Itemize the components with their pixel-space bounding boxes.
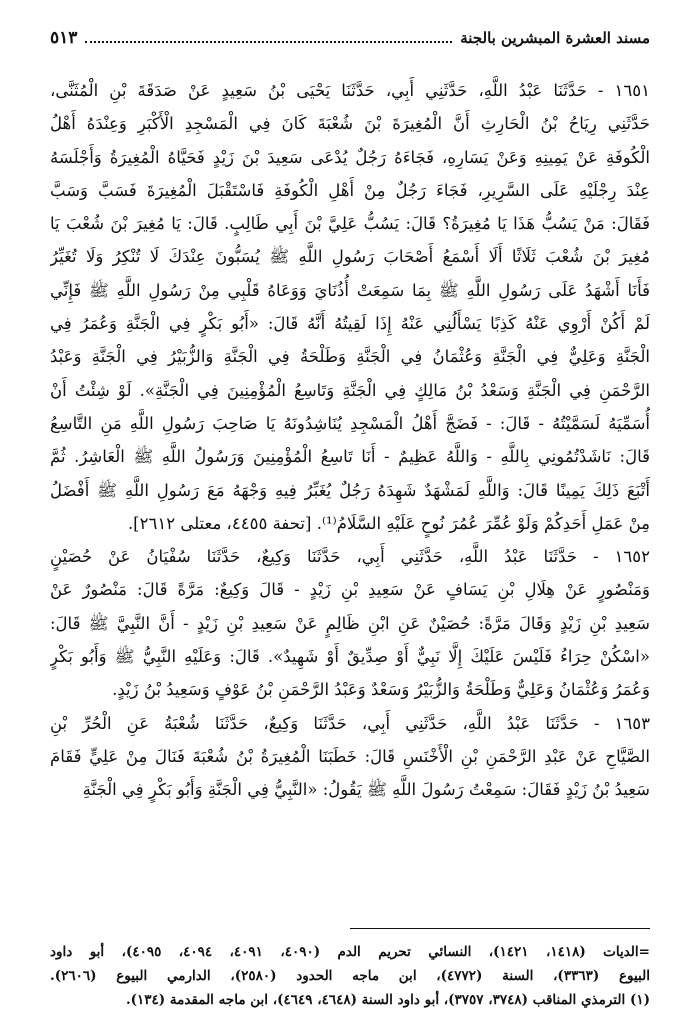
hadith-text-line: وَمَنْصُورٍ عَنْ هِلَالِ بْنِ يَسَافٍ عَنْ سَعِيدِ بْنِ زَيْدٍ - قَالَ وَكِيعٌ: مَرَّةً قَالَ: مَنْصُورٌ عَنْ: [50, 580, 650, 600]
hadith-text-line: ١٦٥١ - حَدَّثَنَا عَبْدُ اللَّهِ، حَدَّثَنِي أَبِي، حَدَّثَنَا يَحْيَى بْنُ سَعِيدٍ عَنْ صَدَقَةَ بْنِ الْمُثَنَّى،: [50, 81, 650, 100]
hadith-block: [50, 540, 650, 706]
hadith-text-body: [50, 74, 650, 807]
hadith-text-line: سَعِيدُ بْنُ زَيْدٍ فَقَالَ: سَمِعْتُ رَسُولَ اللَّهِ ﷺ يَقُولُ: «النَّبِيُّ فِي الْجَنَّةِ وَأَبُو بَكْرٍ فِي الْجَنَّةِ: [82, 780, 650, 800]
hadith-text-line: ١٦٥٣ - حَدَّثَنَا عَبْدُ اللَّهِ، حَدَّثَنِي أَبِي، حَدَّثَنَا وَكِيعٌ، حَدَّثَنَا شُعْبَةُ عَنِ الْحُرِّ بْنِ: [50, 713, 650, 733]
hadith-text-line: عِنْدَ رِجْلَيْهِ عَلَى السَّرِيرِ، فَجَاءَ رَجُلٌ مِنْ أَهْلِ الْكُوفَةِ فَاسْتَقْبَلَ الْمُغِيرَةَ فَسَبَّ وَسَبَّ: [50, 180, 650, 200]
footnote-separator: [350, 928, 650, 929]
hadith-text-line: مُغِيرَ بْنَ شُعْبَ ثَلَاثًا أَلَا أَسْمَعُ أَصْحَابَ رَسُولِ اللَّهِ ﷺ يُسَبُّونَ عِنْدَكَ لَا تُنْكِرُ وَلَا تُغَيِّرُ: [50, 247, 650, 267]
hadith-text-line: مِنْ عَمَلِ أَحَدِكُمْ وَلَوْ عُمِّرَ عُمُرَ نُوحٍ عَلَيْهِ السَّلَامُ⁽¹⁾. [تحفة ٤٤٥٥، معتلى ٢٦١٢].: [127, 513, 650, 533]
footnotes-block: [50, 940, 650, 1012]
hadith-text-line: حَدَّثَنِي رِيَاحُ بْنُ الْحَارِثِ أَنَّ الْمُغِيرَةَ بْنَ شُعْبَةَ كَانَ فِي الْمَسْجِدِ الْأَكْبَرِ وَعِنْدَهُ أَهْلُ: [50, 114, 650, 134]
hadith-text-line: الْكُوفَةِ عَنْ يَمِينِهِ وَعَنْ يَسَارِهِ، فَجَاءَهُ رَجُلٌ يُدْعَى سَعِيدَ بْنَ زَيْدٍ فَحَيَّاهُ الْمُغِيرَةُ وَأَجْلَسَهُ: [50, 147, 650, 167]
footnote-line: =الديات (١٤١٨، ١٤٢١)، النسائي تحريم الدم (٤٠٩٠، ٤٠٩١، ٤٠٩٤، ٤٠٩٥)، أبو داود: [50, 944, 650, 960]
hadith-text-line: «اسْكُنْ حِرَاءُ فَلَيْسَ عَلَيْكَ إِلَّا نَبِيٌّ أَوْ صِدِّيقٌ أَوْ شَهِيدٌ». قَالَ: وَعَلَيْهِ النَّبِيُّ ﷺ وَأَبُو بَكْرٍ: [50, 647, 650, 667]
footnote-line: البيوع (٣٣٦٣)، السنة (٤٧٧٢)، ابن ماجه الحدود (٢٥٨٠)، الدارمي البيوع (٢٦٠٦).: [50, 968, 650, 984]
hadith-block: [50, 707, 650, 807]
hadith-text-line: أَتْبَعَ ذَلِكَ يَمِينًا قَالَ: وَاللَّهِ لَمَشْهَدٌ شَهِدَهُ رَجُلٌ يُغَبِّرُ فِيهِ وَجْهَهُ مَعَ رَسُولِ اللَّهِ ﷺ أَفْضَلُ: [50, 480, 650, 500]
book-page: [50, 28, 650, 1018]
hadith-text-line: فَأَنَا أَشْهَدُ عَلَى رَسُولِ اللَّهِ ﷺ بِمَا سَمِعَتْ أُذُنَايَ وَوَعَاهُ قَلْبِي مِنْ رَسُولِ اللَّهِ ﷺ فَإِنِّي: [50, 280, 650, 300]
header-dot-leader: [85, 41, 452, 43]
hadith-text-line: الصَّيَّاحِ عَنْ عَبْدِ الرَّحْمَنِ بْنِ الْأَخْنَسِ قَالَ: خَطَبَنَا الْمُغِيرَةُ بْنُ شُعْبَةَ فَنَالَ مِنْ عَلِيٍّ فَقَامَ: [50, 746, 650, 766]
hadith-block: [50, 74, 650, 540]
footnote-line: (١) الترمذي المناقب (٣٧٤٨، ٣٧٥٧)، أبو داود السنة (٤٦٤٨، ٤٦٤٩)، ابن ماجه المقدمة (١٣٤).: [125, 992, 650, 1008]
page-number: ٥١٣: [50, 28, 78, 48]
hadith-text-line: سَعِيدِ بْنِ زَيْدٍ وَقَالَ مَرَّةً: حُصَيْنٌ عَنِ ابْنِ ظَالِمٍ عَنْ سَعِيدِ بْنِ زَيْدٍ - أَنَّ النَّبِيَّ ﷺ قَالَ:: [50, 613, 650, 633]
hadith-text-line: قَالَ: نَاشَدْتُمُونِي بِاللَّهِ - وَاللَّهُ عَظِيمٌ - أَنَا تَاسِعُ الْمُؤْمِنِينَ وَرَسُولُ اللَّهِ ﷺ الْعَاشِرُ. ثُمَّ: [50, 447, 650, 467]
hadith-text-line: الرَّحْمَنِ فِي الْجَنَّةِ وَسَعْدُ بْنُ مَالِكٍ فِي الْجَنَّةِ وَتَاسِعُ الْمُؤْمِنِينَ فِي الْجَنَّةِ». لَوْ شِئْتُ أَنْ: [50, 380, 650, 400]
hadith-text-line: ١٦٥٢ - حَدَّثَنَا عَبْدُ اللَّهِ، حَدَّثَنِي أَبِي، حَدَّثَنَا وَكِيعٌ، حَدَّثَنَا سُفْيَانُ عَنْ حُصَيْنٍ: [50, 547, 650, 567]
hadith-text-line: الْجَنَّةِ وَعَلِيٌّ فِي الْجَنَّةِ وَعُثْمَانُ فِي الْجَنَّةِ وَطَلْحَةُ فِي الْجَنَّةِ وَالزُّبَيْرُ فِي الْجَنَّةِ وَعَبْدُ: [50, 347, 650, 367]
running-header: [50, 28, 650, 54]
hadith-text-line: لَمْ أَكُنْ أَرْوِي عَنْهُ كَذِبًا يَسْأَلُنِي عَنْهُ إِذَا لَقِيتُهُ أَنَّهُ قَالَ: «أَبُو بَكْرٍ فِي الْجَنَّةِ وَعُمَرُ فِي: [50, 314, 650, 334]
hadith-text-line: وَعُمَرُ وَعُثْمَانُ وَعَلِيٌّ وَطَلْحَةُ وَالزُّبَيْرُ وَسَعْدٌ وَعَبْدُ الرَّحْمَنِ بْنُ عَوْفٍ وَسَعِيدُ بْنُ زَيْدٍ.: [112, 680, 650, 700]
book-section-title: مسند العشرة المبشرين بالجنة: [460, 29, 650, 47]
hadith-text-line: فَقَالَ: مَنْ يَسُبُّ هَذَا يَا مُغِيرَةُ؟ قَالَ: يَسُبُّ عَلِيَّ بْنَ أَبِي طَالِبٍ. قَالَ: يَا مُغِيرَ بْنَ شُعْبَ يَا: [50, 214, 650, 234]
hadith-text-line: أُسَمِّيَهُ لَسَمَّيْتُهُ - قَالَ: - فَضَجَّ أَهْلُ الْمَسْجِدِ يُنَاشِدُونَهُ يَا صَاحِبَ رَسُولِ اللَّهِ مَنِ التَّاسِعُ: [50, 413, 650, 433]
